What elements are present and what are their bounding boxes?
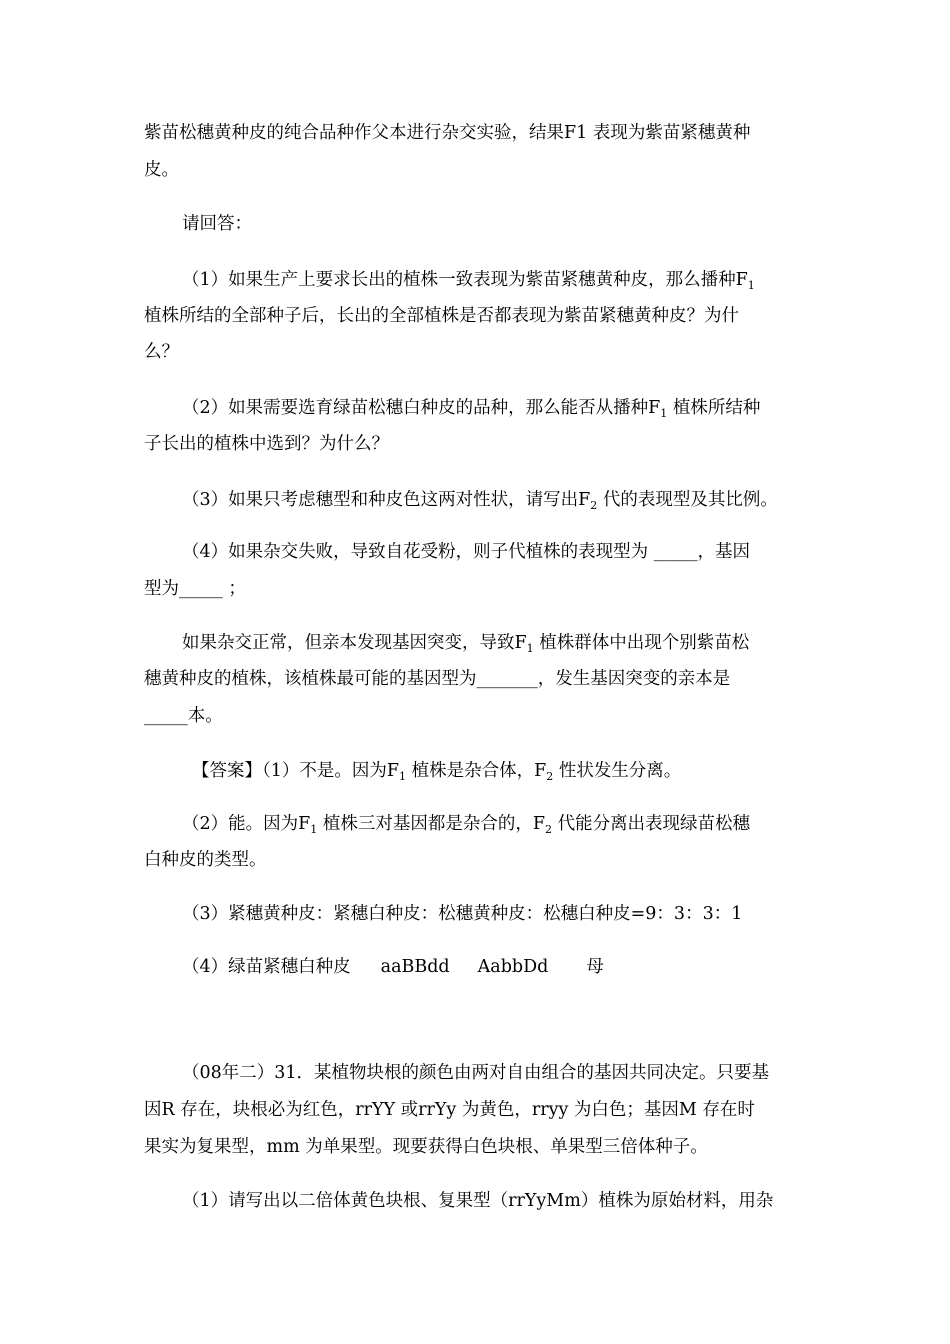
question-2-line: 子长出的植株中选到？为什么？: [144, 434, 389, 454]
question-4-line: （4）如果杂交失败，导致自花受粉，则子代植株的表现型为 _____，基因: [182, 542, 750, 562]
question-5-line: 穗黄种皮的植株，该植株最可能的基因型为_______，发生基因突变的亲本是: [144, 669, 731, 689]
subscript: 1: [310, 823, 318, 836]
subscript: 2: [545, 823, 552, 836]
subscript: 2: [590, 499, 598, 512]
new-question-line: 果实为复果型，mm 为单果型。现要获得白色块根、单果型三倍体种子。: [144, 1137, 708, 1157]
answer-2-line: 白种皮的类型。: [144, 850, 267, 870]
new-question-part-1-line: （1）请写出以二倍体黄色块根、复果型（rrYyMm）植株为原始材料，用杂: [182, 1191, 774, 1211]
subscript: 1: [526, 642, 534, 655]
question-5-line: 如果杂交正常，但亲本发现基因突变，导致$F_1$ 植株群体中出现个别紫苗松: [182, 633, 750, 655]
prompt-line: 请回答：: [182, 214, 252, 234]
paragraph-line: 皮。: [144, 160, 179, 180]
paragraph-line: 紫苗松穗黄种皮的纯合品种作父本进行杂交实验，结果F1 表现为紫苗紧穗黄种: [144, 123, 751, 143]
question-1-line: （1）如果生产上要求长出的植株一致表现为紫苗紧穗黄种皮，那么播种$F_1$: [182, 270, 755, 292]
answer-2-line: （2）能。因为$F_1$ 植株三对基因都是杂合的，$F_2$ 代能分离出表现绿苗松穗: [182, 814, 751, 836]
answer-1-line: 【答案】（1）不是。因为$F_1$ 植株是杂合体，$F_2$ 性状发生分离。: [192, 761, 682, 783]
answer-3-line: （3）紧穗黄种皮：紧穗白种皮：松穗黄种皮：松穗白种皮=9：3：3：1: [182, 904, 743, 924]
question-2-line: （2）如果需要选育绿苗松穗白种皮的品种，那么能否从播种$F_1$ 植株所结种: [182, 398, 761, 420]
question-3-line: （3）如果只考虑穗型和种皮色这两对性状，请写出$F_2$ 代的表现型及其比例。: [182, 490, 778, 512]
question-5-line: _____本。: [144, 706, 223, 726]
question-1-line: 么？: [144, 342, 179, 362]
question-4-line: 型为_____ ；: [144, 579, 246, 599]
subscript: 1: [399, 770, 407, 783]
subscript: 2: [546, 770, 554, 783]
new-question-line: （08年二）31．某植物块根的颜色由两对自由组合的基因共同决定。只要基: [182, 1063, 770, 1083]
subscript: 1: [747, 279, 755, 292]
new-question-line: 因R 存在，块根必为红色，rrYY 或rrYy 为黄色，rryy 为白色；基因M 存在时: [144, 1100, 755, 1120]
subscript: 1: [660, 407, 668, 420]
answer-4-line: （4）绿苗紧穗白种皮 aaBBdd AabbDd 母: [182, 957, 604, 977]
question-1-line: 植株所结的全部种子后，长出的全部植株是否都表现为紫苗紧穗黄种皮？为什: [144, 306, 739, 326]
